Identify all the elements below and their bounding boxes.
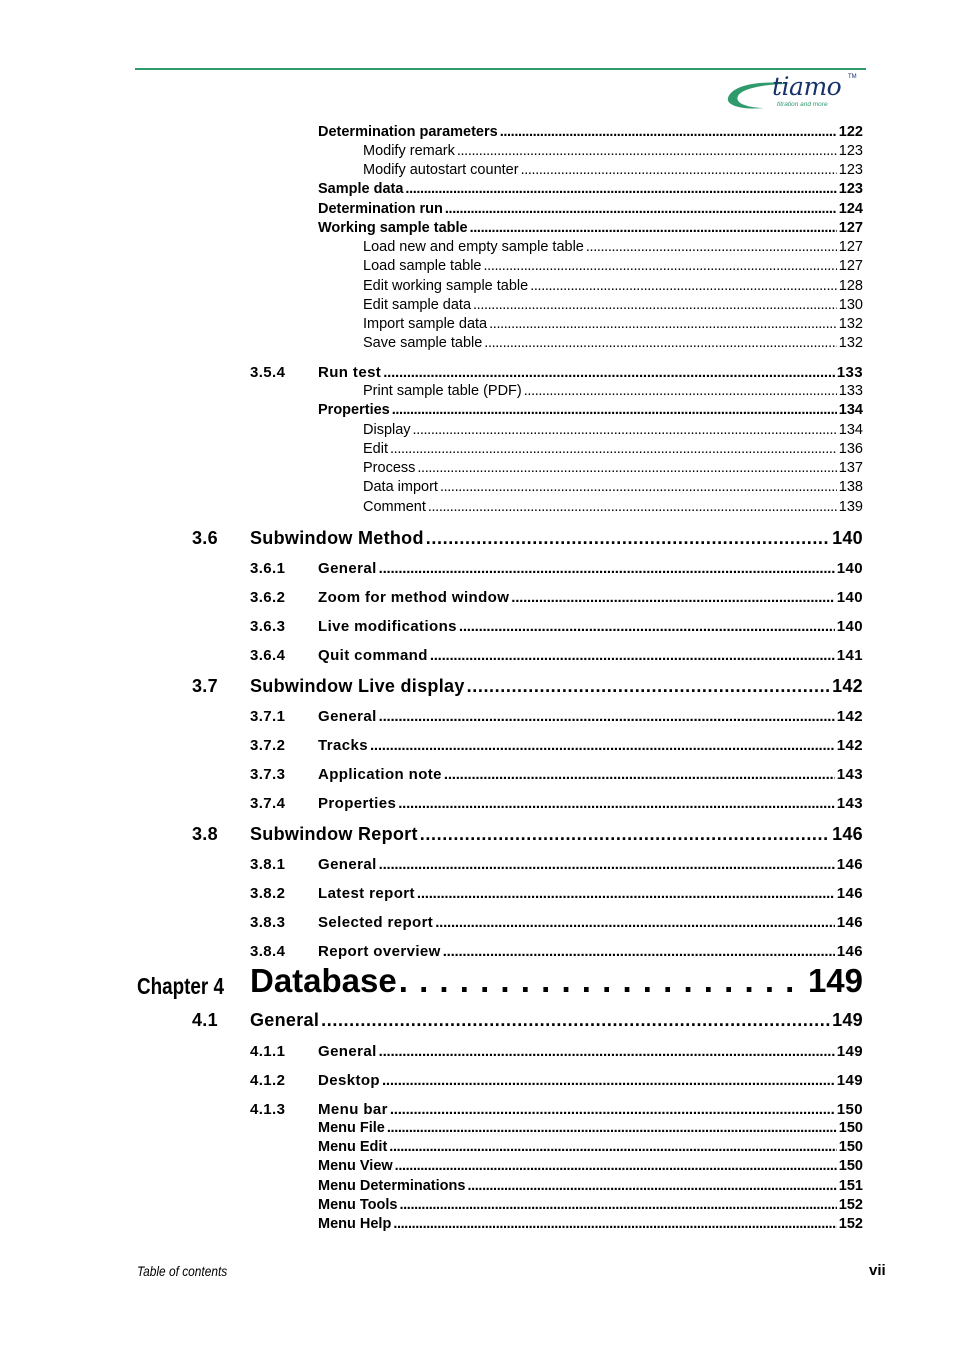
toc-entry-title: Data import	[363, 479, 438, 495]
toc-entry-number: 3.6.2	[250, 589, 286, 606]
toc-dot-leader	[430, 647, 835, 664]
toc-entry-title: Latest report	[318, 885, 415, 902]
toc-dot-leader	[511, 589, 834, 606]
toc-entry[interactable]	[318, 1216, 863, 1235]
toc-entry-title: General	[318, 856, 377, 873]
toc-dot-leader	[413, 422, 837, 438]
toc-entry-page: 146	[836, 856, 863, 873]
toc-dot-leader	[467, 676, 830, 697]
toc-entry-page: 146	[832, 824, 863, 844]
toc-entry[interactable]	[250, 560, 863, 580]
toc-entry[interactable]	[192, 528, 863, 552]
toc-dot-leader	[379, 1043, 835, 1060]
toc-entry[interactable]	[250, 943, 863, 963]
toc-entry[interactable]	[250, 708, 863, 728]
toc-dot-leader	[459, 618, 835, 635]
toc-entry-title: Menu View	[318, 1158, 393, 1174]
toc-entry-title: Menu Tools	[318, 1197, 398, 1213]
toc-entry[interactable]	[363, 335, 863, 354]
toc-dot-leader	[382, 1072, 835, 1089]
toc-entry[interactable]	[250, 364, 863, 384]
toc-dot-leader	[428, 499, 837, 515]
toc-entry-title: Display	[363, 422, 411, 438]
logo-word: tiamo	[772, 72, 842, 101]
toc-entry-title: Modify remark	[363, 143, 455, 159]
toc-entry-page: 127	[838, 258, 863, 274]
toc-entry[interactable]	[192, 1010, 863, 1034]
toc-entry[interactable]	[363, 383, 863, 402]
toc-entry[interactable]	[137, 962, 863, 1002]
toc-dot-leader	[379, 856, 835, 873]
toc-entry-page: 146	[836, 885, 863, 902]
toc-entry[interactable]	[250, 795, 863, 815]
toc-entry-title: Desktop	[318, 1072, 380, 1089]
toc-entry[interactable]	[250, 914, 863, 934]
toc-dot-leader	[440, 479, 837, 495]
toc-entry-page: 142	[836, 708, 863, 725]
toc-dot-leader	[387, 1120, 837, 1136]
toc-entry-title: General	[318, 560, 377, 577]
toc-entry[interactable]	[363, 460, 863, 479]
toc-entry[interactable]	[250, 737, 863, 757]
toc-entry[interactable]	[250, 589, 863, 609]
toc-entry-title: General	[318, 708, 377, 725]
toc-dot-leader	[395, 1158, 837, 1174]
toc-entry-title: Comment	[363, 499, 426, 515]
toc-entry-page: 140	[836, 618, 863, 635]
toc-entry[interactable]	[250, 647, 863, 667]
toc-entry[interactable]	[363, 162, 863, 181]
toc-entry-page: 139	[838, 499, 863, 515]
toc-entry-title: Subwindow Report	[250, 824, 418, 844]
toc-entry-title: Live modifications	[318, 618, 457, 635]
toc-dot-leader	[390, 441, 837, 457]
toc-entry-title: Edit	[363, 441, 388, 457]
toc-entry-page: 132	[838, 335, 863, 351]
toc-entry[interactable]	[363, 143, 863, 162]
toc-dot-leader	[417, 460, 836, 476]
toc-entry-title: Sample data	[318, 181, 404, 197]
toc-entry[interactable]	[318, 124, 863, 143]
logo-tagline: titration and more	[777, 101, 828, 108]
toc-entry-page: 137	[838, 460, 863, 476]
toc-entry-title: Determination run	[318, 201, 443, 217]
toc-entry-page: 140	[836, 589, 863, 606]
toc-entry-number: 4.1.1	[250, 1043, 286, 1060]
toc-entry-title: Subwindow Live display	[250, 676, 465, 696]
toc-dot-leader	[467, 1178, 836, 1194]
toc-dot-leader	[457, 143, 837, 159]
toc-dot-leader	[521, 162, 837, 178]
toc-dot-leader	[390, 1101, 835, 1118]
toc-entry-number: 3.8.4	[250, 943, 286, 960]
toc-entry[interactable]	[250, 885, 863, 905]
toc-dot-leader	[392, 402, 837, 418]
toc-entry-number: 3.7.4	[250, 795, 286, 812]
toc-dot-leader	[405, 181, 836, 197]
toc-entry-page: 150	[838, 1139, 863, 1155]
toc-entry-page: 142	[832, 676, 863, 696]
toc-entry[interactable]	[250, 1072, 863, 1092]
toc-entry-number: 3.8.2	[250, 885, 286, 902]
toc-entry-page: 149	[807, 962, 863, 999]
toc-entry-page: 123	[838, 143, 863, 159]
toc-dot-leader	[398, 795, 835, 812]
toc-entry[interactable]	[192, 824, 863, 848]
toc-dot-leader	[530, 278, 837, 294]
toc-entry-title: Run test	[318, 364, 382, 381]
toc-entry-title: Edit sample data	[363, 297, 472, 313]
toc-dot-leader	[321, 1010, 830, 1031]
toc-dot-leader	[473, 297, 837, 313]
toc-entry[interactable]	[318, 1197, 863, 1216]
toc-entry-page: 133	[836, 364, 863, 381]
toc-dot-leader	[489, 316, 837, 332]
toc-dot-leader	[470, 220, 837, 236]
toc-entry[interactable]	[318, 201, 863, 220]
toc-entry-title: Report overview	[318, 943, 441, 960]
toc-dot-leader	[443, 943, 835, 960]
toc-entry[interactable]	[250, 766, 863, 786]
toc-entry-page: 124	[838, 201, 863, 217]
toc-entry-page: 141	[836, 647, 863, 664]
toc-dot-leader	[444, 766, 835, 783]
toc-entry-page: 122	[838, 124, 863, 140]
toc-entry-title: Save sample table	[363, 335, 483, 351]
toc-entry-title: Working sample table	[318, 220, 468, 236]
toc-entry-page: 152	[838, 1197, 863, 1213]
toc-entry-page: 149	[832, 1010, 863, 1030]
toc-entry-number: 3.7.3	[250, 766, 286, 783]
toc-entry[interactable]	[318, 181, 863, 200]
toc-entry-title: Subwindow Method	[250, 528, 424, 548]
toc-entry-page: 134	[838, 402, 863, 418]
toc-entry-number: 3.8	[192, 824, 218, 844]
toc-entry-page: 150	[838, 1120, 863, 1136]
toc-entry-page: 127	[838, 220, 863, 236]
toc-entry[interactable]	[318, 1178, 863, 1197]
toc-entry[interactable]	[363, 499, 863, 518]
toc-entry[interactable]	[363, 297, 863, 316]
toc-entry-page: 143	[836, 766, 863, 783]
toc-entry-title: Tracks	[318, 737, 368, 754]
toc-dot-leader	[370, 737, 835, 754]
toc-entry-number: 3.8.3	[250, 914, 286, 931]
toc-entry-number: 3.7.1	[250, 708, 286, 725]
toc-entry-number: 4.1.3	[250, 1101, 286, 1118]
toc-entry-page: 146	[836, 943, 863, 960]
toc-dot-leader	[484, 335, 837, 351]
toc-entry-number: 3.6	[192, 528, 218, 548]
footer-section-title: Table of contents	[137, 1263, 228, 1279]
toc-entry-page: 133	[838, 383, 863, 399]
toc-entry[interactable]	[363, 278, 863, 297]
toc-entry-page: 132	[838, 316, 863, 332]
toc-dot-leader	[445, 201, 837, 217]
toc-entry-title: Selected report	[318, 914, 434, 931]
toc-entry-page: 150	[838, 1158, 863, 1174]
toc-entry-number: 3.8.1	[250, 856, 286, 873]
toc-entry-title: Menu Help	[318, 1216, 392, 1232]
toc-entry[interactable]	[363, 422, 863, 441]
toc-entry-page: 143	[836, 795, 863, 812]
toc-entry-title: Database	[250, 962, 397, 999]
toc-dot-leader	[383, 364, 835, 381]
toc-dot-leader	[379, 708, 835, 725]
toc-dot-leader	[435, 914, 835, 931]
toc-entry-number: 3.6.1	[250, 560, 286, 577]
toc-entry[interactable]	[250, 856, 863, 876]
toc-entry-page: 128	[838, 278, 863, 294]
toc-entry-page: 138	[838, 479, 863, 495]
toc-entry-title: Quit command	[318, 647, 428, 664]
toc-entry-title: Menu bar	[318, 1101, 388, 1118]
toc-entry-page: 142	[836, 737, 863, 754]
toc-entry[interactable]	[250, 1043, 863, 1063]
toc-entry[interactable]	[250, 618, 863, 638]
toc-entry-number: 3.6.3	[250, 618, 286, 635]
toc-entry-page: 123	[838, 162, 863, 178]
toc-dot-leader	[426, 528, 830, 549]
toc-dot-leader	[420, 824, 830, 845]
toc-entry[interactable]	[318, 402, 863, 421]
toc-entry-page: 150	[836, 1101, 863, 1118]
header-rule	[135, 68, 866, 70]
toc-entry[interactable]	[318, 1120, 863, 1139]
logo-trademark: TM	[848, 74, 857, 80]
toc-entry-page: 140	[832, 528, 863, 548]
footer-page-number: vii	[869, 1262, 886, 1279]
toc-entry-title: Properties	[318, 402, 390, 418]
toc-dot-leader	[586, 239, 837, 255]
toc-entry-title: Properties	[318, 795, 397, 812]
toc-entry-page: 136	[838, 441, 863, 457]
toc-entry-number: 4.1.2	[250, 1072, 286, 1089]
toc-entry-title: Application note	[318, 766, 442, 783]
toc-entry-title: Zoom for method window	[318, 589, 510, 606]
toc-entry[interactable]	[250, 1101, 863, 1121]
toc-dot-leader	[379, 560, 835, 577]
toc-entry-title: Edit working sample table	[363, 278, 529, 294]
toc-entry-page: 152	[838, 1216, 863, 1232]
toc-entry-page: 149	[836, 1043, 863, 1060]
toc-entry[interactable]	[363, 258, 863, 277]
toc-entry-title: Import sample data	[363, 316, 488, 332]
toc-entry-title: General	[250, 1010, 320, 1030]
toc-entry-number: 3.7	[192, 676, 218, 696]
toc-entry-number: 3.6.4	[250, 647, 286, 664]
toc-dot-leader	[484, 258, 837, 274]
toc-entry-page: 149	[836, 1072, 863, 1089]
toc-entry-title: Print sample table (PDF)	[363, 383, 522, 399]
toc-entry-title: Load new and empty sample table	[363, 239, 584, 255]
toc-dot-leader	[393, 1216, 836, 1232]
toc-entry-number: 4.1	[192, 1010, 218, 1030]
toc-dot-leader	[500, 124, 837, 140]
toc-entry[interactable]	[363, 316, 863, 335]
toc-entry[interactable]	[363, 441, 863, 460]
toc-dot-leader	[389, 1139, 837, 1155]
tiamo-logo	[724, 72, 869, 114]
toc-entry-title: Determination parameters	[318, 124, 498, 140]
toc-dot-leader	[399, 962, 806, 1000]
toc-entry-title: Process	[363, 460, 416, 476]
toc-entry[interactable]	[192, 676, 863, 700]
toc-entry-page: 146	[836, 914, 863, 931]
toc-entry-title: Menu Determinations	[318, 1178, 466, 1194]
toc-entry-title: Load sample table	[363, 258, 482, 274]
toc-entry[interactable]	[318, 220, 863, 239]
toc-entry-page: 134	[838, 422, 863, 438]
toc-entry-page: 140	[836, 560, 863, 577]
toc-dot-leader	[399, 1197, 836, 1213]
toc-entry-page: 127	[838, 239, 863, 255]
toc-entry-number: Chapter 4	[137, 973, 224, 999]
toc-entry-title: Menu Edit	[318, 1139, 388, 1155]
toc-entry-page: 151	[838, 1178, 863, 1194]
toc-entry[interactable]	[363, 479, 863, 498]
toc-entry[interactable]	[363, 239, 863, 258]
toc-dot-leader	[417, 885, 835, 902]
toc-entry[interactable]	[318, 1139, 863, 1158]
toc-entry-number: 3.5.4	[250, 364, 286, 381]
toc-entry-title: General	[318, 1043, 377, 1060]
toc-entry-title: Modify autostart counter	[363, 162, 519, 178]
toc-dot-leader	[524, 383, 837, 399]
toc-entry-page: 123	[838, 181, 863, 197]
toc-entry-title: Menu File	[318, 1120, 385, 1136]
toc-entry-number: 3.7.2	[250, 737, 286, 754]
toc-entry-page: 130	[838, 297, 863, 313]
toc-entry[interactable]	[318, 1158, 863, 1177]
